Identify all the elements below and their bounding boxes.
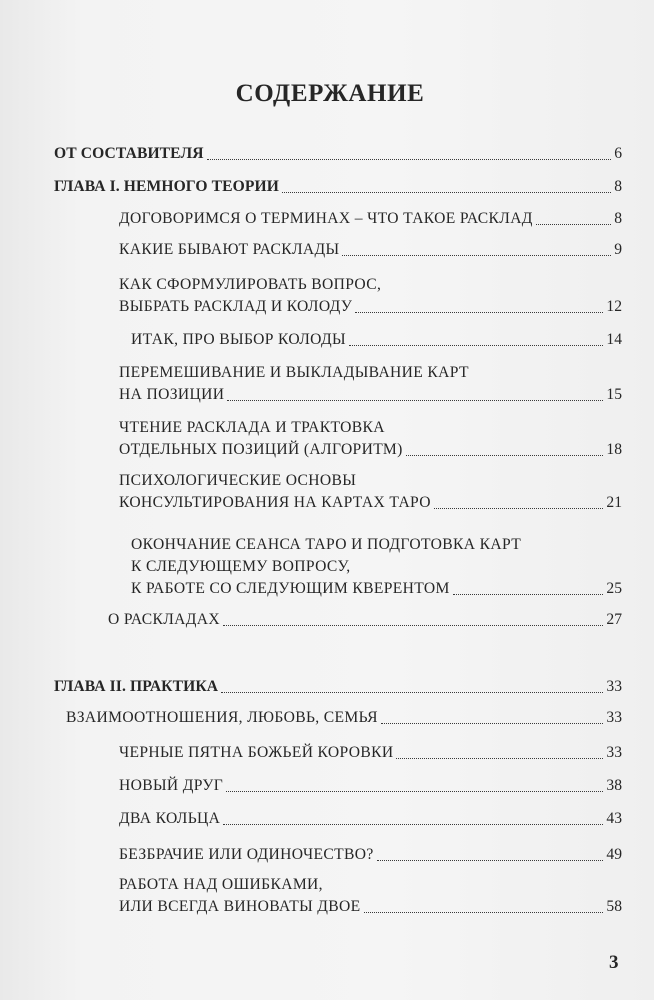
toc-entry[interactable]	[131, 329, 622, 351]
toc-entry[interactable]	[119, 874, 622, 918]
toc-entry-label: КАКИЕ БЫВАЮТ РАСКЛАДЫ	[119, 241, 340, 258]
dot-leader	[453, 593, 604, 595]
toc-page-number: 43	[606, 810, 622, 827]
dot-leader	[434, 507, 604, 509]
toc-entry-label: ГЛАВА II. ПРАКТИКА	[54, 678, 219, 695]
toc-entry-label: ДВА КОЛЬЦА	[119, 810, 221, 827]
dot-leader	[377, 859, 604, 861]
toc-entry[interactable]	[131, 534, 622, 600]
toc-entry-label: НА ПОЗИЦИИ	[119, 386, 225, 403]
toc-entry-label-line: КАК СФОРМУЛИРОВАТЬ ВОПРОС,	[119, 276, 382, 293]
toc-page-number: 25	[606, 580, 622, 597]
dot-leader	[406, 454, 604, 456]
dot-leader	[282, 191, 611, 193]
toc-entry-label-line: ПЕРЕМЕШИВАНИЕ И ВЫКЛАДЫВАНИЕ КАРТ	[119, 364, 469, 381]
toc-entry-label-line: РАБОТА НАД ОШИБКАМИ,	[119, 876, 323, 893]
toc-page-number: 33	[606, 678, 622, 695]
toc-page-number: 8	[614, 178, 622, 195]
toc-entry-label: ОТ СОСТАВИТЕЛЯ	[54, 145, 204, 162]
toc-entry[interactable]	[119, 808, 622, 830]
toc-entry-label-line: ПСИХОЛОГИЧЕСКИЕ ОСНОВЫ	[119, 472, 357, 489]
toc-entry-label: НОВЫЙ ДРУГ	[119, 777, 224, 794]
dot-leader	[381, 722, 604, 724]
toc-entry[interactable]	[108, 609, 622, 631]
toc-entry[interactable]	[119, 417, 622, 461]
toc-page-number: 12	[606, 298, 622, 315]
toc-page-number: 18	[606, 441, 622, 458]
toc-page-number: 27	[606, 611, 622, 628]
toc-entry-label: ГЛАВА I. НЕМНОГО ТЕОРИИ	[54, 178, 279, 195]
dot-leader	[396, 757, 603, 759]
toc-entry-label: ИЛИ ВСЕГДА ВИНОВАТЫ ДВОЕ	[119, 898, 361, 915]
dot-leader	[536, 223, 611, 225]
dot-leader	[364, 911, 604, 913]
toc-entry[interactable]	[119, 208, 622, 230]
page-number: 3	[609, 952, 619, 973]
dot-leader	[223, 823, 603, 825]
toc-page-number: 33	[606, 709, 622, 726]
toc-page-number: 9	[614, 241, 622, 258]
toc-entry-label-line: ОКОНЧАНИЕ СЕАНСА ТАРО И ПОДГОТОВКА КАРТ	[131, 536, 522, 553]
toc-entry-label: ИТАК, ПРО ВЫБОР КОЛОДЫ	[131, 331, 346, 348]
toc-page-number: 21	[606, 494, 622, 511]
toc-entry-label-line: ЧТЕНИЕ РАСКЛАДА И ТРАКТОВКА	[119, 419, 385, 436]
dot-leader	[349, 344, 603, 346]
toc-page-number: 8	[614, 210, 622, 227]
toc-entry-label: КОНСУЛЬТИРОВАНИЯ НА КАРТАХ ТАРО	[119, 494, 431, 511]
toc-entry-label: ДОГОВОРИМСЯ О ТЕРМИНАХ – ЧТО ТАКОЕ РАСКЛАД	[119, 210, 533, 227]
toc-entry-label: БЕЗБРАЧИЕ ИЛИ ОДИНОЧЕСТВО?	[119, 846, 374, 863]
toc-page-number: 14	[606, 331, 622, 348]
dot-leader	[227, 399, 603, 401]
dot-leader	[226, 790, 603, 792]
toc-page-number: 6	[614, 145, 622, 162]
toc-entry[interactable]	[119, 742, 622, 764]
page-title: СОДЕРЖАНИЕ	[235, 80, 425, 107]
toc-page-number: 38	[606, 777, 622, 794]
toc-entry[interactable]	[119, 239, 622, 261]
toc-entry[interactable]	[119, 362, 622, 406]
dot-leader	[221, 691, 603, 693]
toc-page-number: 15	[606, 386, 622, 403]
toc-entry-label-line: К СЛЕДУЮЩЕМУ ВОПРОСУ,	[131, 558, 351, 575]
toc-entry[interactable]	[66, 707, 622, 729]
toc-entry-author-foreword[interactable]	[54, 143, 622, 165]
toc-entry[interactable]	[119, 274, 622, 318]
dot-leader	[223, 624, 603, 626]
dot-leader	[342, 254, 611, 256]
toc-entry[interactable]	[119, 844, 622, 866]
dot-leader	[207, 158, 612, 160]
toc-entry[interactable]	[119, 470, 622, 514]
toc-page-number: 58	[606, 898, 622, 915]
toc-entry-chapter-1[interactable]	[54, 176, 622, 198]
toc-entry-chapter-2[interactable]	[54, 676, 622, 698]
toc-page-number: 33	[606, 744, 622, 761]
dot-leader	[355, 311, 603, 313]
toc-entry-label: ВЗАИМООТНОШЕНИЯ, ЛЮБОВЬ, СЕМЬЯ	[66, 709, 378, 726]
toc-entry-label: ВЫБРАТЬ РАСКЛАД И КОЛОДУ	[119, 298, 353, 315]
toc-entry-label: ЧЕРНЫЕ ПЯТНА БОЖЬЕЙ КОРОВКИ	[119, 744, 394, 761]
toc-entry-label: К РАБОТЕ СО СЛЕДУЮЩИМ КВЕРЕНТОМ	[131, 580, 450, 597]
toc-page-number: 49	[606, 846, 622, 863]
toc-entry-label: О РАСКЛАДАХ	[108, 611, 220, 628]
toc-entry-label: ОТДЕЛЬНЫХ ПОЗИЦИЙ (АЛГОРИТМ)	[119, 441, 403, 458]
toc-entry[interactable]	[119, 775, 622, 797]
